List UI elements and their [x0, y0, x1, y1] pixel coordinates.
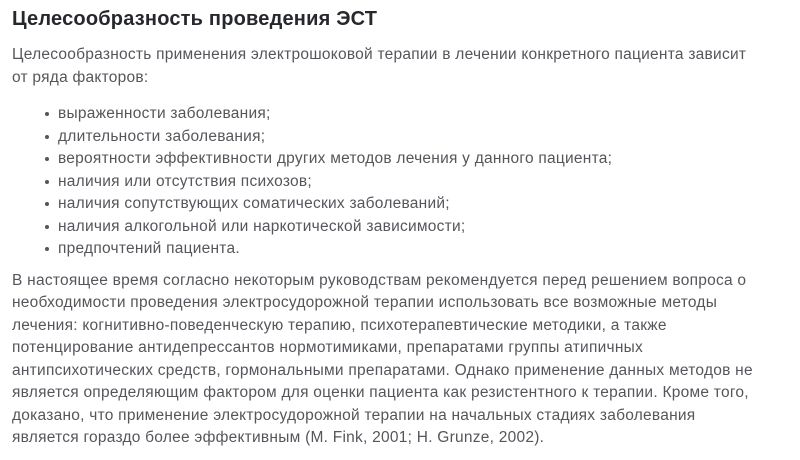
body-paragraph: В настоящее время согласно некоторым руководствам рекомендуется перед решением вопроса о необходимости проведения электросудорожной терапии использовать все возможные методы лечения: когнитивно-поведенческую терапию, психотерапевтические методики, а также потенцирование антидепрессантов нормотимиками, препаратами группы атипичных антипсихотических средств, гормональными препаратами. Однако применение данных методов не является определяющим фактором для оценки пациента как резистентного к терапии. Кроме того, доказано, что применение электросудорожной терапии на начальных стадиях заболевания является гораздо более эффективным (M. Fink, 2001; H. Grunze, 2002). [12, 271, 753, 446]
factors-list [12, 103, 754, 261]
page-title: Целесообразность проведения ЭСТ [12, 8, 378, 30]
list-item: длительности заболевания; [58, 126, 754, 149]
intro-paragraph: Целесообразность применения электрошоковой терапии в лечении конкретного пациента зависит от ряда факторов: [12, 46, 747, 86]
list-item: предпочтений пациента. [58, 238, 754, 261]
list-item: наличия алкогольной или наркотической зависимости; [58, 216, 754, 239]
list-item: наличия сопутствующих соматических заболеваний; [58, 193, 754, 216]
list-item: наличия или отсутствия психозов; [58, 171, 754, 194]
list-item: вероятности эффективности других методов лечения у данного пациента; [58, 148, 754, 171]
list-item: выраженности заболевания; [58, 103, 754, 126]
